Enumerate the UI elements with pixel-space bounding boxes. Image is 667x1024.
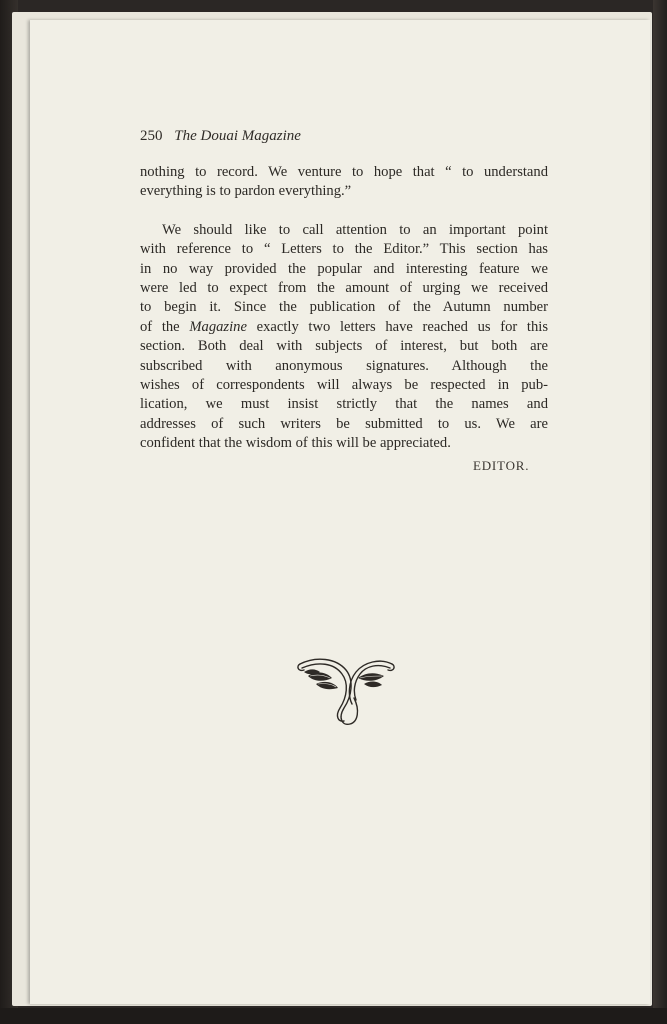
text-line: confident that the wisdom of this will be appreciated. [140,435,451,452]
paragraph-1 [140,163,548,202]
text-line: addresses of such writers be submitted to us. We are [140,415,548,432]
text-line: subscribed with anonymous signatures. Although the [140,357,548,374]
text-line: with reference to “ Letters to the Editor.” This section has [140,241,548,258]
book-right-edge [653,0,667,1024]
text-line: to begin it. Since the publication of the Autumn number [140,299,548,316]
running-title: The Douai Magazine [174,128,301,144]
text-line: We should like to call attention to an important point [162,221,548,238]
text-line: nothing to record. We venture to hope that “ to understand [140,164,548,180]
italic-magazine: Magazine [189,318,247,335]
text-line: section. Both deal with subjects of interest, but both are [140,338,548,355]
book-bottom-edge [0,1008,667,1024]
text-line: were led to expect from the amount of urging we received [140,279,548,296]
running-head [140,128,301,145]
floral-knot-ornament-icon [294,652,398,730]
text-line: lication, we must insist strictly that the names and [140,396,548,413]
text-line: in no way provided the popular and interesting feature we [140,260,548,277]
text-line: wishes of correspondents will always be respected in pub- [140,376,548,393]
page-number: 250 [140,128,163,144]
editor-signature: EDITOR. [473,458,530,473]
article-text [140,163,548,453]
paragraph-2 [140,221,548,454]
text-line: of the Magazine exactly two letters have reached us for this [140,318,549,335]
text-line: everything is to pardon everything.” [140,183,352,200]
